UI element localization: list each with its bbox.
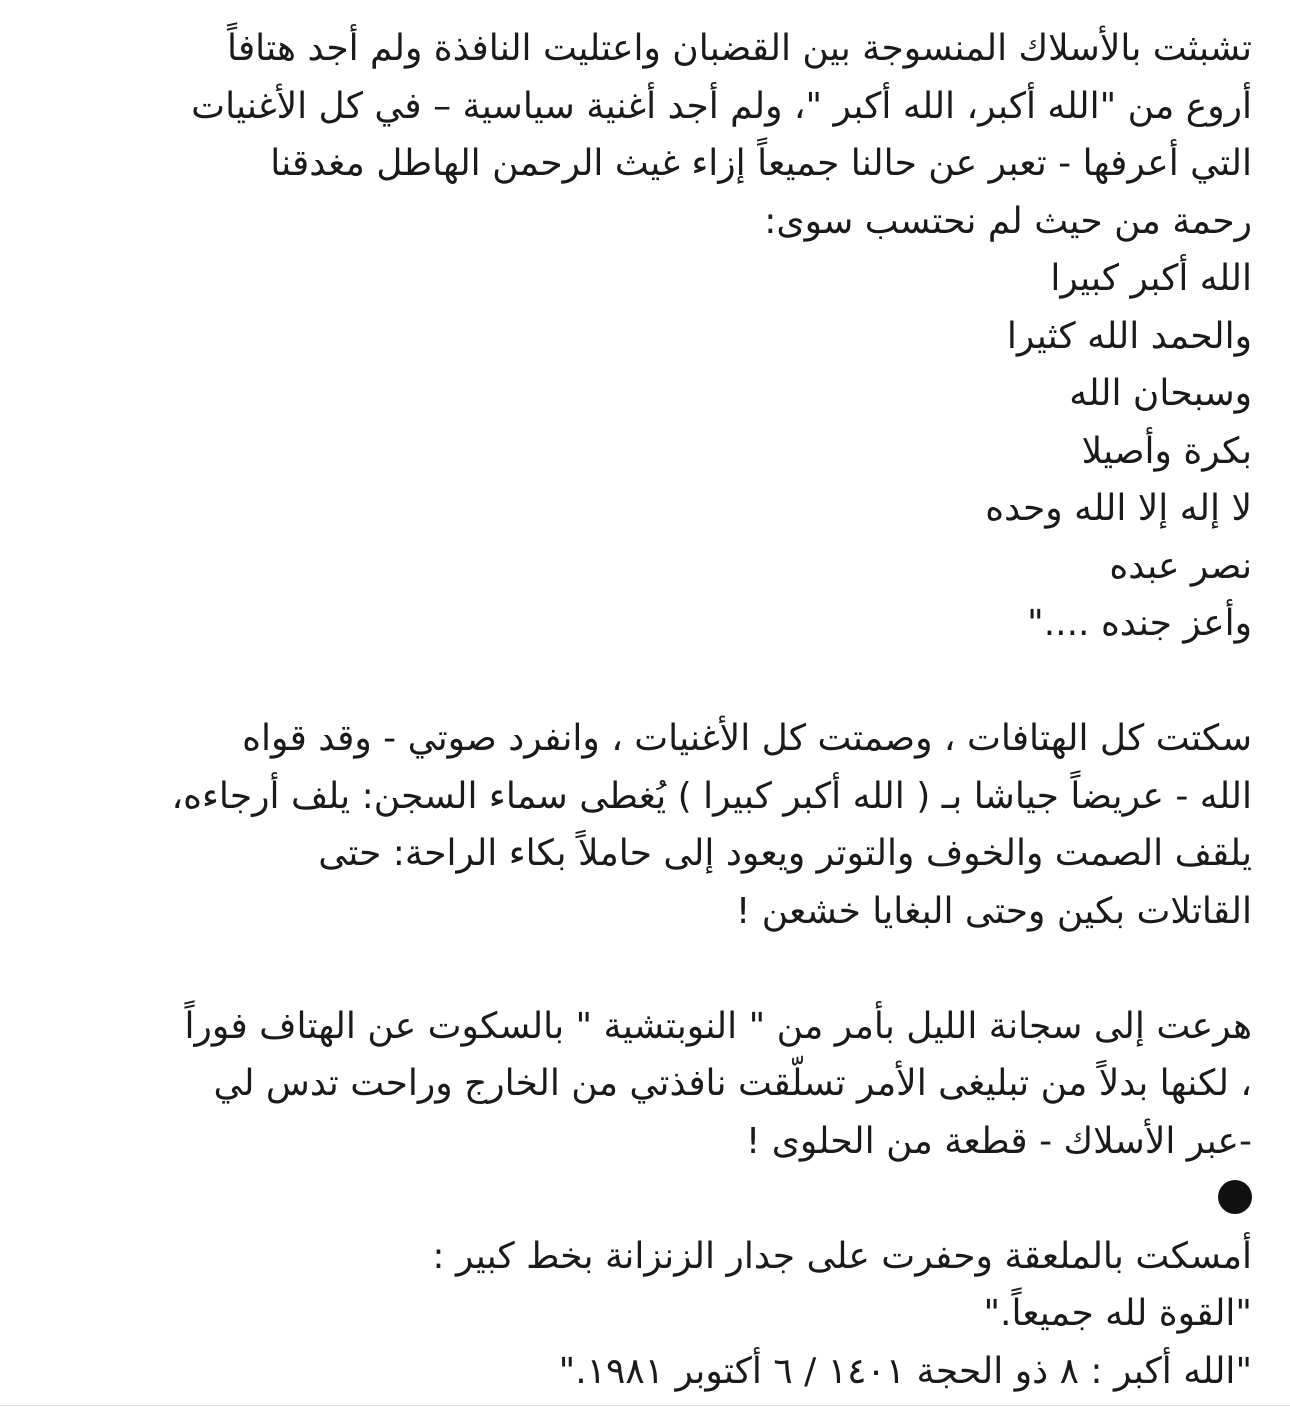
- text-line: "الله أكبر : ٨ ذو الحجة ١٤٠١ / ٦ أكتوبر ١٩٨١.": [558, 1350, 1252, 1392]
- text-line: رحمة من حيث لم نحتسب سوى:: [764, 200, 1252, 242]
- paragraph-wall: [40, 1228, 1252, 1401]
- text-line: ، لكنها بدلاً من تبليغى الأمر تسلّقت نافذتي من الخارج وراحت تدس لي: [213, 1063, 1252, 1104]
- text-line: يلقف الصمت والخوف والتوتر ويعود إلى حاملاً بكاء الراحة: حتى: [318, 833, 1252, 874]
- verse-line: وسبحان الله: [1069, 373, 1252, 414]
- verse-line: بكرة وأصيلا: [1081, 430, 1252, 472]
- paragraph-silence: [40, 710, 1252, 940]
- paragraph-guard: [40, 998, 1252, 1171]
- text-line: التي أعرفها - تعبر عن حالنا جميعاً إزاء غيث الرحمن الهاطل مغدقنا: [270, 143, 1252, 184]
- text-line: سكتت كل الهتافات ، وصمتت كل الأغنيات ، وانفرد صوتي - وقد قواه: [242, 718, 1252, 759]
- text-line: تشبثت بالأسلاك المنسوجة بين القضبان واعتليت النافذة ولم أجد هتافاً: [227, 28, 1252, 69]
- text-line: أروع من "الله أكبر، الله أكبر "، ولم أجد أغنية سياسية – في كل الأغنيات: [191, 85, 1252, 127]
- paragraph-window: [40, 20, 1252, 250]
- verse-line: الله أكبر كبيرا: [1050, 258, 1252, 299]
- bottom-divider: [0, 1405, 1290, 1406]
- text-line: -عبر الأسلاك - قطعة من الحلوى !: [745, 1120, 1252, 1162]
- verse-line: نصر عبده: [1109, 545, 1252, 587]
- verse-line: والحمد الله كثيرا: [1006, 315, 1252, 357]
- bullet-row: [40, 1170, 1252, 1228]
- text-line: الله - عريضاً جياشا بـ ( الله أكبر كبيرا ) يُغطى سماء السجن: يلف أرجاءه،: [171, 775, 1252, 817]
- text-line: "القوة لله جميعاً.": [983, 1293, 1252, 1334]
- chant-verses: [40, 250, 1252, 653]
- text-line: أمسكت بالملعقة وحفرت على جدار الزنزانة بخط كبير :: [432, 1235, 1252, 1277]
- verse-line: لا إله إلا الله وحده: [985, 488, 1252, 529]
- paragraph-gap: [40, 653, 1252, 711]
- paragraph-gap: [40, 940, 1252, 998]
- text-line: هرعت إلى سجانة الليل بأمر من " النوبتشية " بالسكوت عن الهتاف فوراً: [184, 1005, 1252, 1047]
- verse-line: وأعز جنده ....": [1027, 603, 1252, 644]
- text-line: القاتلات بكين وحتى البغايا خشعن !: [735, 890, 1252, 932]
- bullet-dot-icon: [1218, 1180, 1252, 1214]
